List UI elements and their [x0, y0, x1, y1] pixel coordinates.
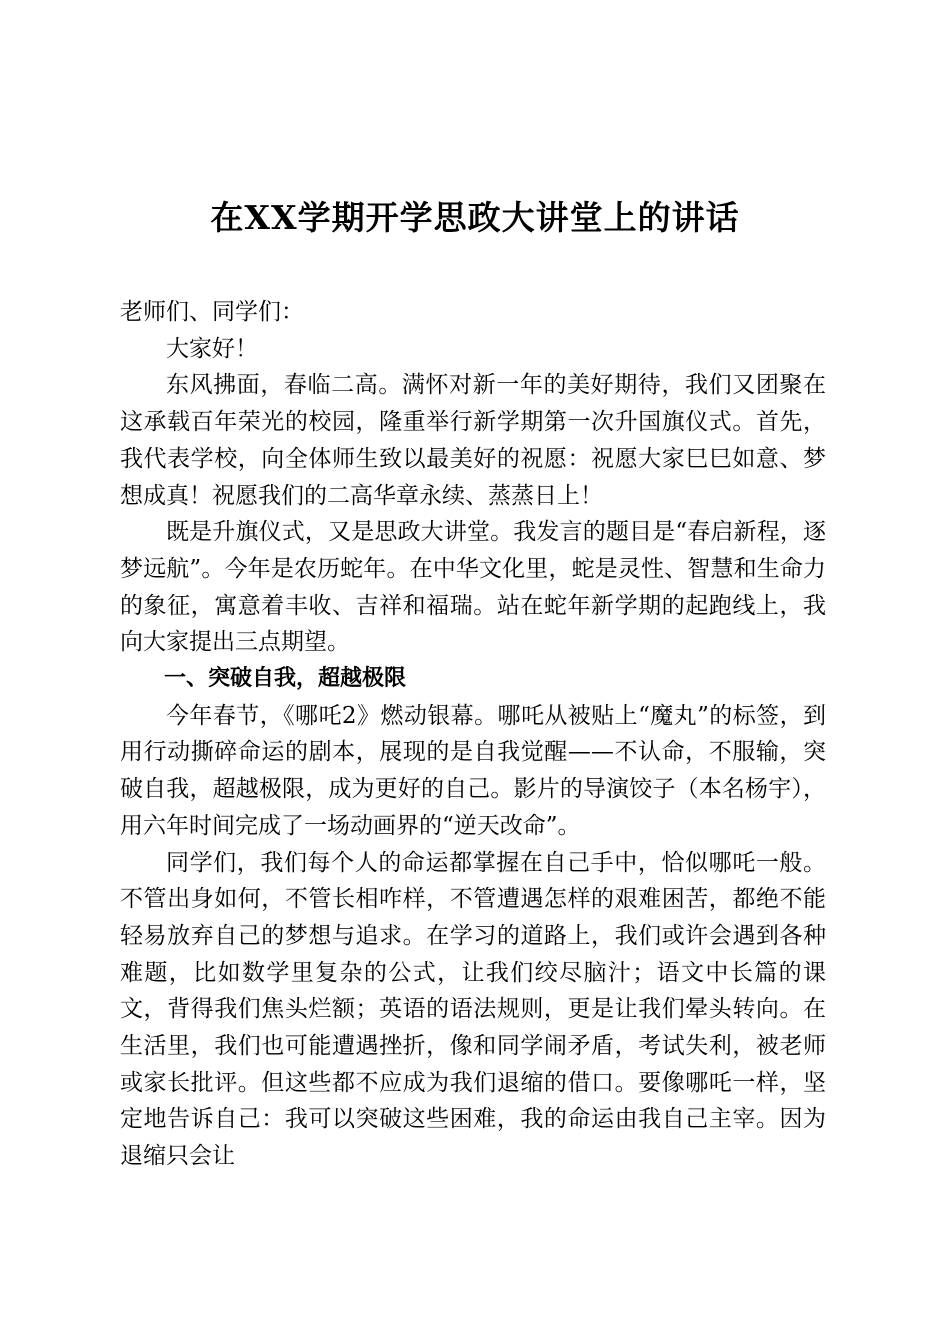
paragraph: 今年春节，《哪吒2》燃动银幕。哪吒从被贴上“魔丸”的标签，到用行动撕碎命运的剧本，展现的是自我觉醒——不认命，不服输，突破自我，超越极限，成为更好的自己。影片的导演饺子（本名杨宇），用六年时间完成了一场动画界的“逆天改命”。 [120, 702, 826, 839]
document-title: 在XX学期开学思政大讲堂上的讲话 [210, 198, 740, 237]
paragraph: 同学们，我们每个人的命运都掌握在自己手中，恰似哪吒一般。不管出身如何，不管长相咋样，不管遭遇怎样的艰难困苦，都绝不能轻易放弃自己的梦想与追求。在学习的道路上，我们或许会遇到各种难题，比如数学里复杂的公式，让我们绞尽脑汁；语文中长篇的课文，背得我们焦头烂额；英语的语法规则，更是让我们晕头转向。在生活里，我们也可能遭遇挫折，像和同学闹矛盾，考试失利，被老师或家长批评。但这些都不应成为我们退缩的借口。要像哪吒一样，坚定地告诉自己：我可以突破这些困难，我的命运由我自己主宰。因为退缩只会让 [120, 849, 826, 1170]
salutation: 老师们、同学们： [120, 299, 304, 325]
document-body [120, 294, 826, 1175]
greeting: 大家好！ [166, 335, 258, 362]
paragraph: 既是升旗仪式，又是思政大讲堂。我发言的题目是“春启新程，逐梦远航”。今年是农历蛇年。在中华文化里，蛇是灵性、智慧和生命力的象征，寓意着丰收、吉祥和福瑞。站在蛇年新学期的起跑线上，我向大家提出三点期望。 [120, 519, 826, 656]
paragraph: 东风拂面，春临二高。满怀对新一年的美好期待，我们又团聚在这承载百年荣光的校园，隆重举行新学期第一次升国旗仪式。首先，我代表学校，向全体师生致以最美好的祝愿：祝愿大家巳巳如意、梦想成真！祝愿我们的二高华章永续、蒸蒸日上！ [120, 372, 826, 509]
section-heading: 一、突破自我，超越极限 [164, 666, 407, 692]
